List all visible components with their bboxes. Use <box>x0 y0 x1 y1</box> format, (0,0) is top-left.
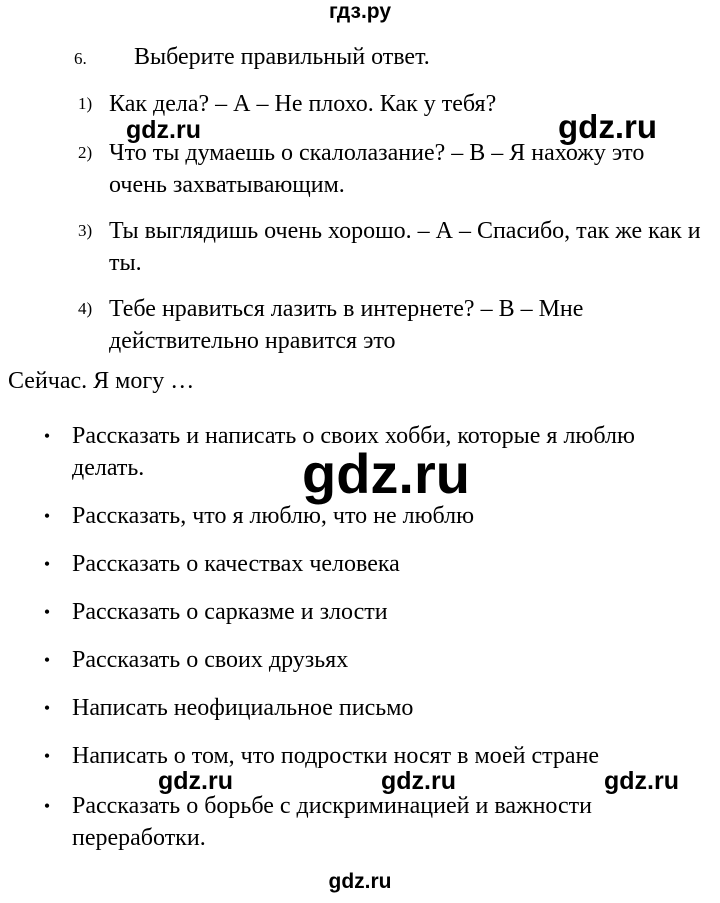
bullet-text: Рассказать о качествах человека <box>72 551 400 577</box>
bullet-item <box>42 596 702 628</box>
bullet-icon: • <box>43 698 51 718</box>
bullet-icon: • <box>43 796 51 816</box>
site-footer: gdz.ru <box>328 870 392 893</box>
bullet-text: Рассказать о сарказме и злости <box>72 599 388 625</box>
answer-number: 4) <box>78 299 93 318</box>
answer-text: Как дела? – А – Не плохо. Как у тебя? <box>109 91 497 117</box>
bullet-item <box>42 692 702 724</box>
bullet-icon: • <box>43 426 51 446</box>
watermark: gdz.ru <box>558 108 657 145</box>
bullet-item <box>42 740 702 772</box>
section-heading: Сейчас. Я могу … <box>8 368 195 394</box>
answer-text: Что ты думаешь о скалолазание? – В – Я нахожу это очень захватывающим. <box>109 140 645 198</box>
bullet-item <box>42 790 702 854</box>
bullet-text: Рассказать и написать о своих хобби, которые я люблю делать. <box>72 423 635 481</box>
task-instruction <box>74 42 430 74</box>
task-instruction-text: Выберите правильный ответ. <box>134 44 430 70</box>
bullet-icon: • <box>43 602 51 622</box>
answer-number: 1) <box>78 94 93 113</box>
bullet-item <box>42 548 702 580</box>
watermark: gdz.ru <box>126 116 201 144</box>
answer-text: Ты выглядишь очень хорошо. – А – Спасибо, так же как и ты. <box>109 218 701 276</box>
watermark: gdz.ru <box>158 767 233 795</box>
site-header: гдз.ру <box>328 0 392 23</box>
bullet-icon: • <box>43 650 51 670</box>
answer-item <box>78 215 708 279</box>
bullet-text: Написать неофициальное письмо <box>72 695 414 721</box>
answer-text: Тебе нравиться лазить в интернете? – В – Мне действительно нравится это <box>109 296 584 354</box>
bullet-icon: • <box>43 746 51 766</box>
watermark: gdz.ru <box>302 442 470 505</box>
bullet-text: Рассказать о борьбе с дискриминацией и важности переработки. <box>72 793 592 851</box>
bullet-text: Написать о том, что подростки носят в моей стране <box>72 743 600 769</box>
bullet-icon: • <box>43 506 51 526</box>
watermark: gdz.ru <box>381 767 456 795</box>
answer-item <box>78 137 708 201</box>
bullet-item <box>42 644 702 676</box>
answer-number: 2) <box>78 143 93 162</box>
bullet-text: Рассказать о своих друзьях <box>72 647 349 673</box>
task-number: 6. <box>74 49 87 68</box>
answer-number: 3) <box>78 221 93 240</box>
bullet-text: Рассказать, что я люблю, что не люблю <box>72 503 475 529</box>
answer-item <box>78 293 708 357</box>
bullet-icon: • <box>43 554 51 574</box>
watermark: gdz.ru <box>604 767 679 795</box>
